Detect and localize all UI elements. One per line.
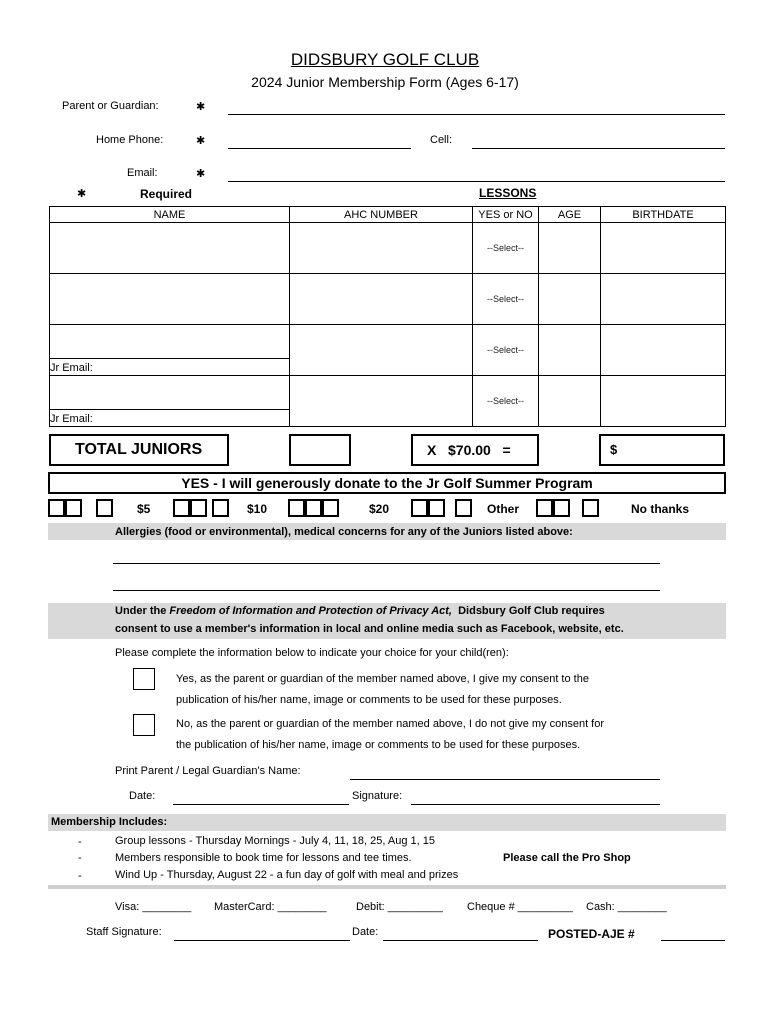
ahc-cell[interactable] [290,325,473,376]
parent-field[interactable] [228,114,725,115]
birthdate-cell[interactable] [601,325,726,376]
page-title: DIDSBURY GOLF CLUB [290,50,480,69]
consent-instruction: Please complete the information below to indicate your choice for your child(ren): [115,647,509,659]
posted-label: POSTED-AJE # [548,927,635,941]
cell-label: Cell: [430,134,453,146]
donate-other-label: Other [487,502,520,516]
print-name-label: Print Parent / Legal Guardian's Name: [115,765,301,777]
name-cell[interactable] [50,274,290,325]
total-juniors-label: TOTAL JUNIORS [49,434,229,466]
lessons-select[interactable]: --Select-- [473,274,539,325]
donate-other-checkbox-b[interactable] [428,499,445,517]
cell-field[interactable] [472,148,725,149]
lessons-select[interactable]: --Select-- [473,223,539,274]
name-cell[interactable] [50,325,290,376]
required-star-icon: ✱ [196,135,206,147]
cheque-field[interactable]: Cheque # _________ [467,901,573,913]
no-thanks-checkbox-c[interactable] [582,499,599,517]
ahc-cell[interactable] [290,223,473,274]
privacy-text-b: Didsbury Golf Club requires [451,605,605,617]
donate-10-checkbox[interactable] [173,499,190,517]
donate-10-label: $10 [247,502,268,516]
donate-10-checkbox-b[interactable] [190,499,207,517]
ahc-cell[interactable] [290,376,473,427]
membership-item: Group lessons - Thursday Mornings - July 4, 11, 18, 25, Aug 1, 15 [115,835,435,847]
lessons-label: LESSONS [479,186,537,200]
allergies-line-2[interactable] [113,590,660,591]
age-cell[interactable] [539,376,601,427]
posted-field[interactable] [661,940,725,941]
ahc-cell[interactable] [290,274,473,325]
col-lessons: YES or NO [473,207,539,223]
col-birthdate: BIRTHDATE [601,207,726,223]
home-phone-field[interactable] [228,148,411,149]
consent-yes-checkbox[interactable] [133,668,155,690]
signature-label: Signature: [352,790,403,802]
allergies-label: Allergies (food or environmental), medical concerns for any of the Juniors listed above: [115,526,573,538]
required-star-icon: ✱ [196,168,206,180]
print-name-field[interactable] [350,779,660,780]
col-age: AGE [539,207,601,223]
price-multiplier: X $70.00 = [411,434,539,466]
staff-signature-label: Staff Signature: [86,926,162,938]
birthdate-cell[interactable] [601,223,726,274]
privacy-line-2: consent to use a member's information in local and online media such as Facebook, website, etc. [115,623,624,635]
jr-email-label: Jr Email: [50,362,93,374]
donate-10-checkbox-c[interactable] [212,499,229,517]
membership-item: Wind Up - Thursday, August 22 - a fun day of golf with meal and prizes [115,869,459,881]
jr-email-label: Jr Email: [50,413,93,425]
debit-field[interactable]: Debit: _________ [356,901,443,913]
privacy-act-name: Freedom of Information and Protection of Privacy Act, [169,605,452,617]
required-star-icon: ✱ [196,101,206,113]
donate-20-checkbox[interactable] [288,499,305,517]
table-row [50,274,726,325]
birthdate-cell[interactable] [601,274,726,325]
page-subtitle: 2024 Junior Membership Form (Ages 6-17) [251,74,519,90]
membership-item: Members responsible to book time for lessons and tee times. [115,852,412,864]
email-label: Email: [127,167,158,179]
donate-other-checkbox[interactable] [411,499,428,517]
donate-20-label: $20 [369,502,390,516]
staff-date-label: Date: [352,926,379,938]
privacy-line-1 [115,605,605,617]
allergies-line-1[interactable] [113,563,660,564]
table-row [50,376,726,427]
name-cell[interactable] [50,223,290,274]
visa-field[interactable]: Visa: ________ [115,901,192,913]
donate-5-checkbox[interactable] [48,499,65,517]
privacy-text-a: Under the [115,605,170,617]
required-label: Required [140,187,193,201]
consent-yes-line-2: publication of his/her name, image or comments to be used for these purposes. [176,694,562,706]
staff-date-field[interactable] [383,940,538,941]
total-amount-field[interactable]: $ [599,434,725,466]
consent-date-field[interactable] [173,804,349,805]
name-cell[interactable] [50,376,290,427]
consent-yes-line-1: Yes, as the parent or guardian of the member named above, I give my consent to the [176,673,589,685]
membership-heading: Membership Includes: [51,816,168,828]
age-cell[interactable] [539,274,601,325]
bullet: - [78,836,82,848]
parent-label: Parent or Guardian: [62,100,159,112]
table-header [50,207,726,223]
signature-field[interactable] [411,804,660,805]
lessons-select[interactable]: --Select-- [473,325,539,376]
bullet: - [78,852,82,864]
donate-5-checkbox-b[interactable] [65,499,82,517]
col-name: NAME [50,207,290,223]
col-ahc-number: AHC NUMBER [290,207,473,223]
bullet: - [78,870,82,882]
required-star-icon: ✱ [77,188,87,200]
age-cell[interactable] [539,223,601,274]
table-row [50,325,726,376]
total-juniors-field[interactable] [289,434,351,466]
divider [48,885,726,889]
donate-5-label: $5 [137,502,151,516]
age-cell[interactable] [539,325,601,376]
consent-no-checkbox[interactable] [133,714,155,736]
donate-5-checkbox-c[interactable] [96,499,113,517]
email-field[interactable] [228,181,725,182]
consent-date-label: Date: [129,790,156,802]
table-row [50,223,726,274]
cash-field[interactable]: Cash: ________ [586,901,667,913]
donate-20-checkbox-b[interactable] [305,499,322,517]
pro-shop-note: Please call the Pro Shop [503,852,631,864]
donation-heading: YES - I will generously donate to the Jr Golf Summer Program [48,472,726,494]
home-phone-label: Home Phone: [96,134,164,146]
consent-no-line-2: the publication of his/her name, image or comments to be used for these purposes. [176,739,581,751]
donate-other-checkbox-c[interactable] [455,499,472,517]
no-thanks-checkbox-b[interactable] [553,499,570,517]
no-thanks-checkbox[interactable] [536,499,553,517]
staff-signature-field[interactable] [174,940,350,941]
no-thanks-label: No thanks [631,502,690,516]
mastercard-field[interactable]: MasterCard: ________ [214,901,327,913]
birthdate-cell[interactable] [601,376,726,427]
juniors-table [49,206,726,427]
lessons-select[interactable]: --Select-- [473,376,539,427]
consent-no-line-1: No, as the parent or guardian of the member named above, I do not give my consent for [176,718,605,730]
donate-20-checkbox-c[interactable] [322,499,339,517]
